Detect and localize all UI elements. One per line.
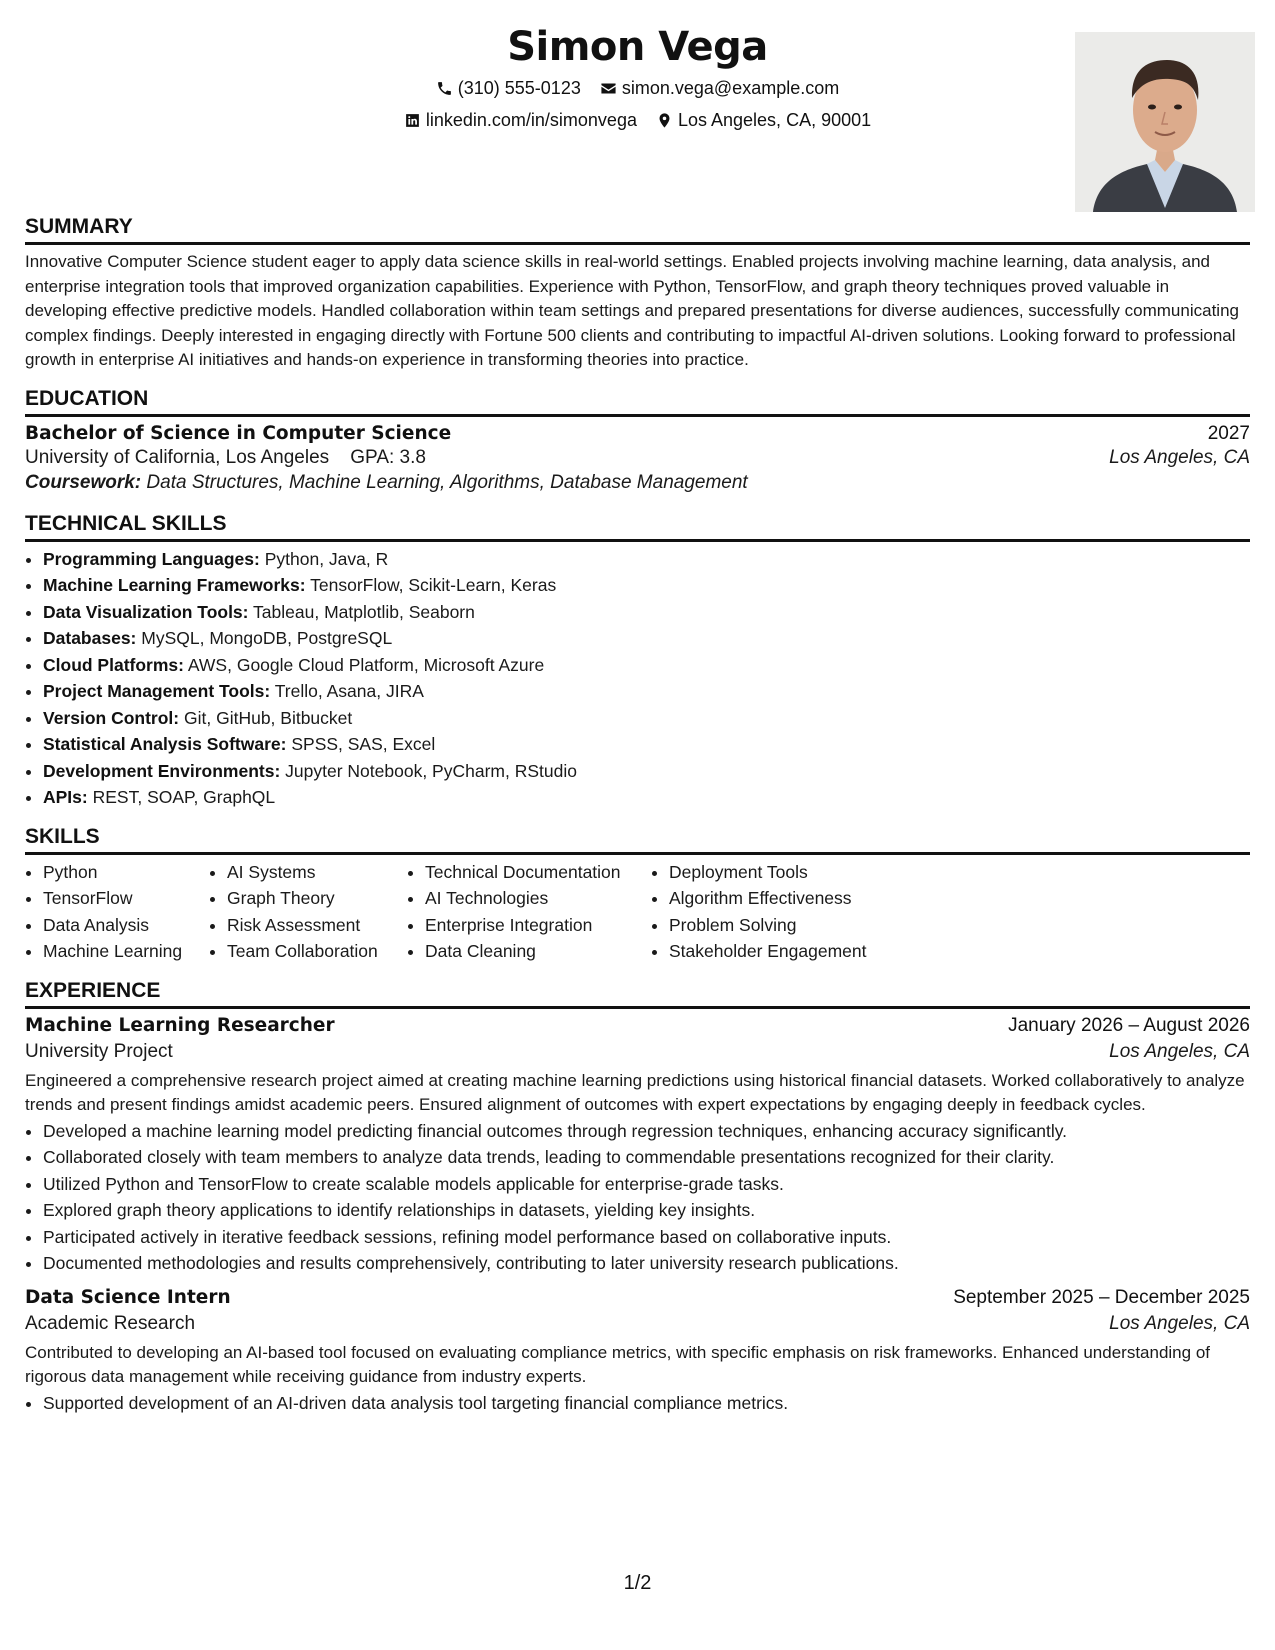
experience-section: [25, 979, 1250, 1417]
skill-item: • Algorithm Effectiveness: [669, 885, 909, 912]
tech-skill-value: AWS, Google Cloud Platform, Microsoft Azure: [187, 654, 545, 675]
tech-skill-item: [43, 625, 1250, 652]
skill-item: • Team Collaboration: [227, 938, 407, 965]
job-location: Los Angeles, CA: [1109, 1040, 1250, 1062]
tech-skill-label: APIs:: [43, 787, 88, 807]
skill-item: • Enterprise Integration: [425, 912, 651, 939]
job-bullet: • Utilized Python and TensorFlow to create scalable models applicable for enterprise-grade tasks.: [43, 1171, 1250, 1198]
summary-text: Innovative Computer Science student eager to apply data science skills in real-world settings. Enabled projects involving machine learning, data analysis, and enterprise integration tools that improved organization capabilities. Experience with Python, TensorFlow, and graph theory techniques proved valuable in developing effective predictive models. Handled collaboration within team settings and prepared presentations for diverse audiences, successfully communicating complex findings. Deeply interested in engaging directly with Fortune 500 clients and contributing to impactful AI-driven solutions. Looking forward to professional growth in enterprise AI initiatives and hands-on experience in transforming theories into practice.: [25, 252, 1239, 369]
technical-skills-list: [25, 546, 1250, 811]
phone-icon: [436, 80, 453, 97]
summary-section: [25, 215, 1250, 373]
tech-skill-value: Tableau, Matplotlib, Seaborn: [253, 601, 475, 622]
tech-skill-label: Databases:: [43, 628, 137, 648]
candidate-name: Simon Vega: [507, 24, 768, 70]
tech-skill-label: Statistical Analysis Software:: [43, 734, 287, 754]
tech-skill-label: Cloud Platforms:: [43, 654, 184, 675]
tech-skill-value: SPSS, SAS, Excel: [291, 734, 436, 754]
contact-line-2: [25, 110, 1250, 134]
school-name: University of California, Los Angeles: [25, 446, 330, 468]
skill-item: • Machine Learning: [43, 938, 209, 965]
job-org-row: [25, 1313, 1250, 1335]
skills-section: [25, 825, 1250, 965]
graduation-year: 2027: [1207, 422, 1250, 444]
job-title-row: [25, 1015, 1250, 1037]
tech-skill-item: [43, 705, 1250, 732]
coursework-line: [25, 472, 1250, 494]
tech-skill-label: Project Management Tools:: [43, 681, 271, 701]
tech-skill-item: [43, 784, 1250, 811]
job-dates: January 2026 – August 2026: [1008, 1014, 1250, 1036]
job-summary: Engineered a comprehensive research project aimed at creating machine learning predictions using historical financial datasets. Worked collaboratively to analyze trends and present findings amidst academic peers. Ensured alignment of outcomes with expert expectations by engaging deeply in feedback cycles.: [25, 1070, 1245, 1114]
education-heading: EDUCATION: [25, 387, 1250, 417]
tech-skill-item: [43, 652, 1250, 679]
tech-skill-label: Data Visualization Tools:: [43, 601, 249, 622]
skill-item: • Python: [43, 859, 209, 886]
page-number: 1/2: [623, 1572, 652, 1594]
skill-item: • TensorFlow: [43, 885, 209, 912]
education-degree-row: [25, 423, 1250, 445]
job-entry: [25, 1287, 1250, 1417]
job-bullet: • Supported development of an AI-driven data analysis tool targeting financial compliance metrics.: [43, 1390, 1250, 1417]
tech-skill-item: [43, 678, 1250, 705]
school-location: Los Angeles, CA: [1109, 446, 1250, 468]
technical-skills-heading: TECHNICAL SKILLS: [25, 512, 1250, 542]
job-bullet: • Participated actively in iterative feedback sessions, refining model performance based on collaborative inputs.: [43, 1224, 1250, 1251]
coursework-label: Coursework:: [25, 471, 142, 493]
resume-header: [25, 20, 1250, 215]
gpa: GPA: 3.8: [350, 446, 426, 468]
profile-photo: [1075, 32, 1255, 212]
skill-item: • Deployment Tools: [669, 859, 909, 886]
resume-page: [25, 20, 1250, 1416]
job-entry: [25, 1015, 1250, 1277]
phone-contact[interactable]: [436, 78, 581, 99]
job-summary: Contributed to developing an AI-based tool focused on evaluating compliance metrics, with specific emphasis on risk frameworks. Enhanced understanding of rigorous data management while receiving guidance from industry experts.: [25, 1342, 1210, 1386]
degree-title: Bachelor of Science in Computer Science: [25, 422, 452, 444]
skills-column-3: [407, 859, 651, 965]
job-title-row: [25, 1287, 1250, 1309]
job-org-row: [25, 1041, 1250, 1063]
job-role: Machine Learning Researcher: [25, 1014, 335, 1036]
skill-item: • Stakeholder Engagement: [669, 938, 909, 965]
tech-skill-value: Jupyter Notebook, PyCharm, RStudio: [285, 760, 577, 781]
skill-item: • Graph Theory: [227, 885, 407, 912]
education-section: [25, 387, 1250, 494]
job-bullets: [25, 1118, 1250, 1277]
technical-skills-section: [25, 512, 1250, 811]
job-location: Los Angeles, CA: [1109, 1312, 1250, 1334]
tech-skill-label: Version Control:: [43, 707, 180, 728]
tech-skill-value: Git, GitHub, Bitbucket: [184, 707, 353, 728]
tech-skill-value: REST, SOAP, GraphQL: [92, 787, 276, 807]
skill-item: • Data Analysis: [43, 912, 209, 939]
linkedin-text: linkedin.com/in/simonvega: [425, 110, 637, 130]
experience-heading: EXPERIENCE: [25, 979, 1250, 1009]
tech-skill-item: [43, 731, 1250, 758]
job-bullet: • Documented methodologies and results comprehensively, contributing to later university research publications.: [43, 1250, 1250, 1277]
skill-item: • Data Cleaning: [425, 938, 651, 965]
phone-text: (310) 555-0123: [457, 78, 581, 98]
job-org: Academic Research: [25, 1312, 196, 1334]
job-dates: September 2025 – December 2025: [953, 1286, 1250, 1308]
education-school-row: [25, 447, 1250, 469]
job-bullet: • Explored graph theory applications to identify relationships in datasets, yielding key insights.: [43, 1197, 1250, 1224]
job-bullet: • Developed a machine learning model predicting financial outcomes through regression techniques, enhancing accuracy significantly.: [43, 1118, 1250, 1145]
tech-skill-value: MySQL, MongoDB, PostgreSQL: [141, 628, 393, 648]
skills-grid: [25, 859, 1250, 965]
linkedin-contact[interactable]: [404, 110, 637, 131]
map-pin-icon: [656, 112, 673, 129]
tech-skill-label: Machine Learning Frameworks:: [43, 575, 306, 595]
location-contact: [656, 110, 871, 131]
location-text: Los Angeles, CA, 90001: [677, 110, 872, 130]
school-info: [25, 447, 426, 469]
linkedin-icon: [404, 112, 421, 129]
summary-heading: SUMMARY: [25, 215, 1250, 245]
job-org: University Project: [25, 1040, 173, 1062]
job-role: Data Science Intern: [25, 1286, 231, 1308]
tech-skill-label: Programming Languages:: [43, 548, 260, 569]
skill-item: • Technical Documentation: [425, 859, 651, 886]
skills-column-4: [651, 859, 909, 965]
contact-line-1: [25, 78, 1250, 102]
skills-column-2: [209, 859, 407, 965]
tech-skill-value: Python, Java, R: [264, 548, 389, 569]
skills-column-1: [25, 859, 209, 965]
email-text: simon.vega@example.com: [621, 78, 840, 98]
tech-skill-item: [43, 546, 1250, 573]
skills-heading: SKILLS: [25, 825, 1250, 855]
tech-skill-value: TensorFlow, Scikit-Learn, Keras: [310, 575, 557, 595]
skill-item: • Risk Assessment: [227, 912, 407, 939]
tech-skill-item: [43, 572, 1250, 599]
tech-skill-label: Development Environments:: [43, 760, 281, 781]
skill-item: • AI Systems: [227, 859, 407, 886]
tech-skill-value: Trello, Asana, JIRA: [274, 681, 424, 701]
envelope-icon: [600, 80, 617, 97]
job-bullets: [25, 1390, 1250, 1417]
skill-item: • AI Technologies: [425, 885, 651, 912]
tech-skill-item: [43, 599, 1250, 626]
coursework-list: Data Structures, Machine Learning, Algorithms, Database Management: [146, 471, 748, 493]
tech-skill-item: [43, 758, 1250, 785]
skill-item: • Problem Solving: [669, 912, 909, 939]
portrait-image: [1075, 32, 1255, 212]
job-bullet: • Collaborated closely with team members to analyze data trends, leading to commendable presentations recognized for their clarity.: [43, 1144, 1250, 1171]
email-contact[interactable]: [600, 78, 839, 99]
